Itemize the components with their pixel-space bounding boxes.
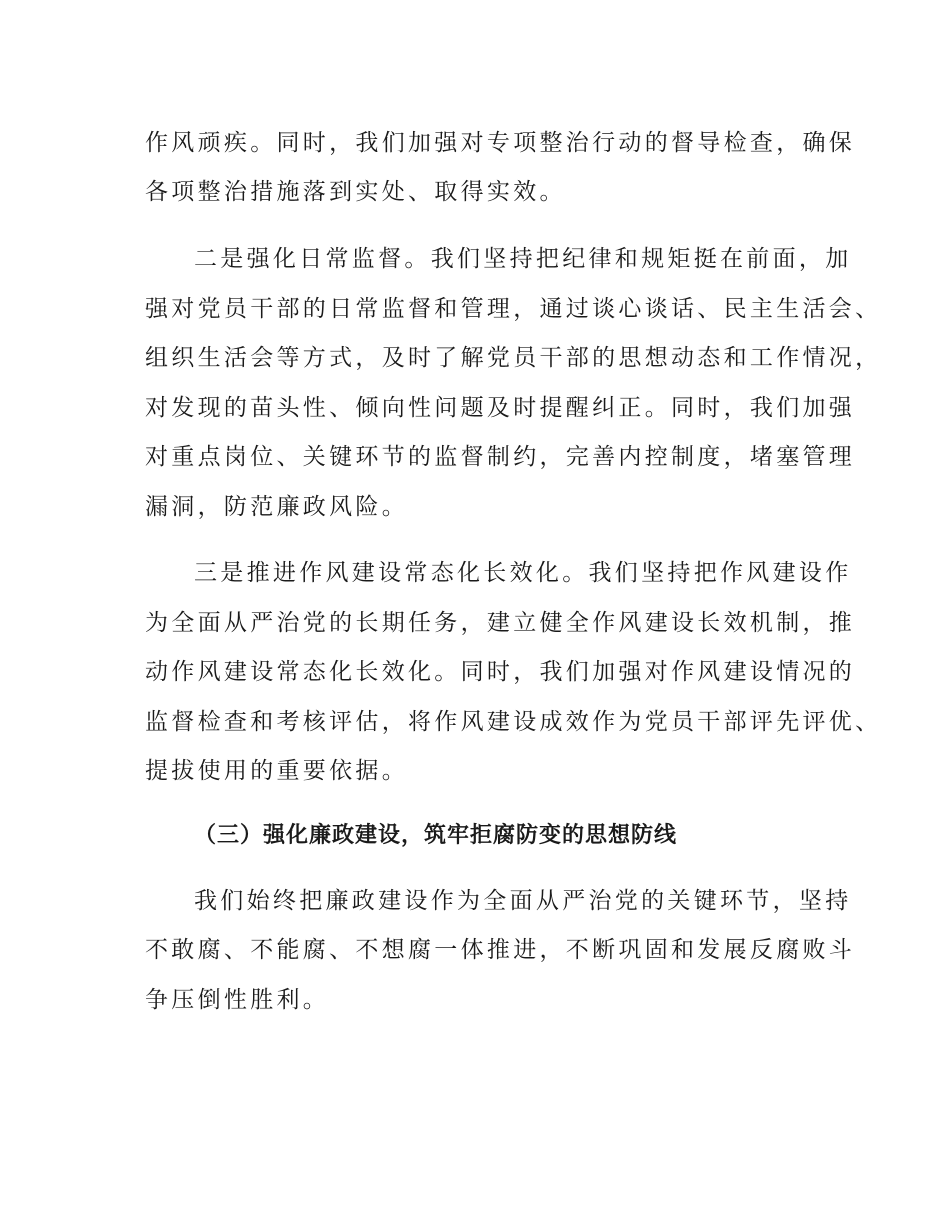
section-heading: （三）强化廉政建设，筑牢拒腐防变的思想防线 xyxy=(194,823,678,848)
text-line: 为全面从严治党的长期任务，建立健全作风建设长效机制，推 xyxy=(145,610,856,636)
text-line: 动作风建设常态化长效化。同时，我们加强对作风建设情况的 xyxy=(145,659,856,685)
text-line: 不敢腐、不能腐、不想腐一体推进，不断巩固和发展反腐败斗 xyxy=(145,937,856,963)
text-line: 各项整治措施落到实处、取得实效。 xyxy=(145,179,566,205)
text-line: 提拔使用的重要依据。 xyxy=(145,758,408,784)
text-line: 争压倒性胜利。 xyxy=(145,987,330,1013)
text-line: 强对党员干部的日常监督和管理，通过谈心谈话、民主生活会、 xyxy=(145,296,882,322)
text-line: 作风顽疾。同时，我们加强对专项整治行动的督导检查，确保 xyxy=(145,130,856,156)
paragraph-first-line: 我们始终把廉政建设作为全面从严治党的关键环节，坚持 xyxy=(194,888,852,914)
paragraph-first-line: 二是强化日常监督。我们坚持把纪律和规矩挺在前面，加 xyxy=(194,246,852,272)
text-line: 漏洞，防范廉政风险。 xyxy=(145,494,408,520)
text-line: 对发现的苗头性、倾向性问题及时提醒纠正。同时，我们加强 xyxy=(145,395,856,421)
text-line: 对重点岗位、关键环节的监督制约，完善内控制度，堵塞管理 xyxy=(145,444,856,470)
text-line: 组织生活会等方式，及时了解党员干部的思想动态和工作情况， xyxy=(145,345,882,371)
text-line: 监督检查和考核评估，将作风建设成效作为党员干部评先评优、 xyxy=(145,709,882,735)
paragraph-first-line: 三是推进作风建设常态化长效化。我们坚持把作风建设作 xyxy=(194,560,852,586)
